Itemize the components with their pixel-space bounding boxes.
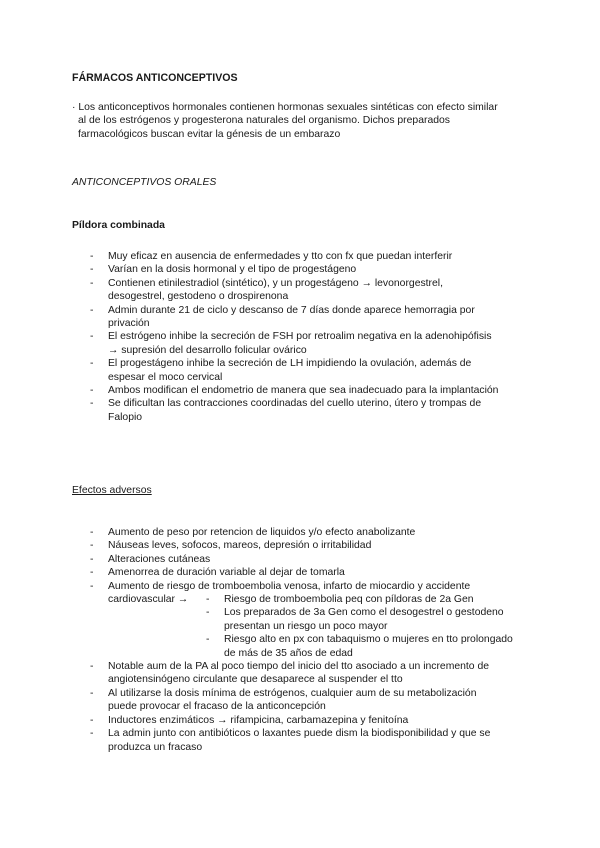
list-item: - Alteraciones cutáneas: [90, 553, 530, 566]
document-title: FÁRMACOS ANTICONCEPTIVOS: [72, 72, 238, 84]
list-item: - Náuseas leves, sofocos, mareos, depresión o irritabilidad: [90, 539, 530, 552]
list-item: - Inductores enzimáticos → rifampicina, carbamazepina y fenitoína: [90, 714, 530, 727]
list-item: - Varían en la dosis hormonal y el tipo de progestágeno: [90, 263, 530, 276]
list-item: - Aumento de riesgo de tromboembolia venosa, infarto de miocardio y accidente cardiovascular → - Riesgo de tromboembolia peq con píldoras de 2a Gen - Los preparados de 3a Gen como el desogestrel o gestodeno presentan un riesgo un poco mayor - Riesgo alto en px con tabaquismo o mujeres en tto prolongado de más de 35 años de edad: [90, 580, 530, 660]
list-item: - Al utilizarse la dosis mínima de estrógenos, cualquier aum de su metabolización puede provocar el fracaso de la anticoncepción: [90, 687, 530, 714]
intro-line: al de los estrógenos y progesterona naturales del organismo. Dichos preparados: [78, 115, 450, 127]
effects-title: Efectos adversos: [72, 485, 152, 496]
list-item: - Notable aum de la PA al poco tiempo del inicio del tto asociado a un incremento de angiotensinógeno circulante que desaparece al suspender el tto: [90, 660, 530, 687]
sub-list-item: - Los preparados de 3a Gen como el desogestrel o gestodeno presentan un riesgo un poco mayor: [206, 606, 513, 633]
list-item: - Contienen etinilestradiol (sintético), y un progestágeno → levonorgestrel, desogestrel, gestodeno o drospirenona: [90, 277, 530, 304]
subsection-title: Píldora combinada: [72, 220, 165, 231]
list-item: - El estrógeno inhibe la secreción de FSH por retroalim negativa en la adenohipófisis → supresión del desarrollo folicular ovárico: [90, 330, 530, 357]
risk-sublist-wrap: [108, 593, 530, 660]
risk-lead: cardiovascular →: [108, 594, 189, 606]
list-item: - Muy eficaz en ausencia de enfermedades y tto con fx que puedan interferir: [90, 250, 530, 263]
list-item: - Ambos modifican el endometrio de manera que sea inadecuado para la implantación: [90, 384, 530, 397]
intro-line: · Los anticonceptivos hormonales contienen hormonas sexuales sintéticas con efecto similar: [72, 102, 498, 113]
adverse-effects-list: [90, 526, 530, 754]
sub-list-item: - Riesgo alto en px con tabaquismo o mujeres en tto prolongado de más de 35 años de edad: [206, 633, 513, 660]
intro-line: farmacológicos buscan evitar la génesis de un embarazo: [78, 128, 341, 140]
section-title: ANTICONCEPTIVOS ORALES: [72, 177, 217, 188]
list-item: - El progestágeno inhibe la secreción de LH impidiendo la ovulación, además de espesar el moco cervical: [90, 357, 530, 384]
intro-paragraph: [72, 101, 532, 141]
list-item: - Aumento de peso por retencion de liquidos y/o efecto anabolizante: [90, 526, 530, 539]
combined-pill-list: [90, 250, 530, 424]
sub-list-item: - Riesgo de tromboembolia peq con píldoras de 2a Gen: [206, 593, 513, 606]
list-item: - Se dificultan las contracciones coordinadas del cuello uterino, útero y trompas de Falopio: [90, 397, 530, 424]
risk-sublist: [206, 593, 513, 660]
list-item: - Admin durante 21 de ciclo y descanso de 7 días donde aparece hemorragia por privación: [90, 304, 530, 331]
list-item: - La admin junto con antibióticos o laxantes puede dism la biodisponibilidad y que se produzca un fracaso: [90, 727, 530, 754]
list-item: - Amenorrea de duración variable al dejar de tomarla: [90, 566, 530, 579]
